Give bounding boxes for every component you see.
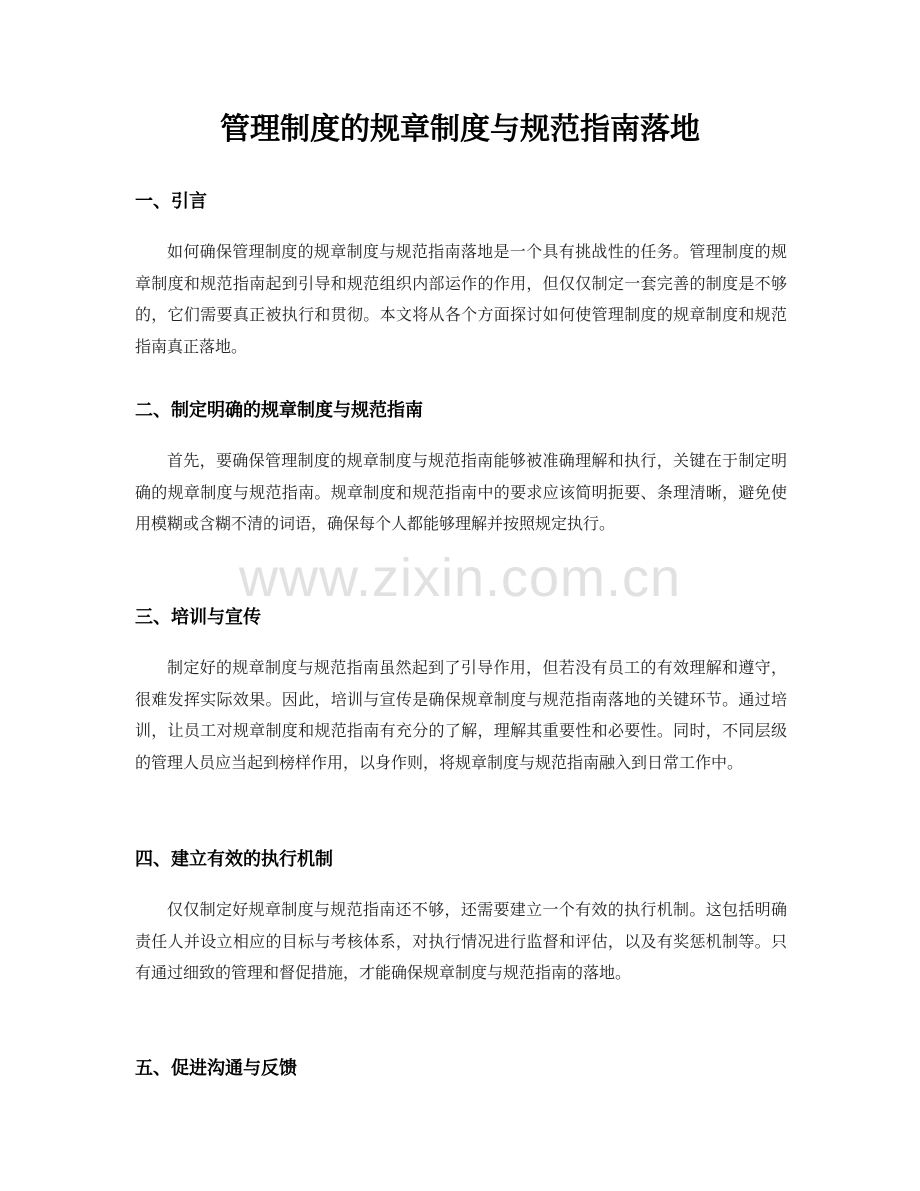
section-paragraph-training: 制定好的规章制度与规范指南虽然起到了引导作用，但若没有员工的有效理解和遵守，很难发挥实际效果。因此，培训与宣传是确保规章制度与规范指南落地的关键环节。通过培训，让员工对规章制度和规范指南有充分的了解，理解其重要性和必要性。同时，不同层级的管理人员应当起到榜样作用，以身作则，将规章制度与规范指南融入到日常工作中。 — [135, 658, 787, 772]
section-heading-clear-rules: 二、制定明确的规章制度与规范指南 — [135, 400, 423, 421]
section-heading-execution: 四、建立有效的执行机制 — [135, 849, 333, 870]
section-paragraph-intro: 如何确保管理制度的规章制度与规范指南落地是一个具有挑战性的任务。管理制度的规章制度和规范指南起到引导和规范组织内部运作的作用，但仅仅制定一套完善的制度是不够的，它们需要真正被执行和贯彻。本文将从各个方面探讨如何使管理制度的规章制度和规范指南真正落地。 — [135, 242, 787, 356]
document-title: 管理制度的规章制度与规范指南落地 — [220, 112, 700, 147]
section-paragraph-execution: 仅仅制定好规章制度与规范指南还不够，还需要建立一个有效的执行机制。这包括明确责任人并设立相应的目标与考核体系，对执行情况进行监督和评估，以及有奖惩机制等。只有通过细致的管理和督促措施，才能确保规章制度与规范指南的落地。 — [135, 900, 787, 982]
section-heading-training: 三、培训与宣传 — [135, 607, 261, 628]
section-paragraph-clear-rules: 首先，要确保管理制度的规章制度与规范指南能够被准确理解和执行，关键在于制定明确的规章制度与规范指南。规章制度和规范指南中的要求应该简明扼要、条理清晰，避免使用模糊或含糊不清的词语，确保每个人都能够理解并按照规定执行。 — [135, 451, 787, 533]
watermark-text: www.zixin.com.cn — [238, 548, 682, 608]
section-heading-intro: 一、引言 — [135, 191, 207, 212]
section-heading-communication: 五、促进沟通与反馈 — [135, 1058, 297, 1079]
